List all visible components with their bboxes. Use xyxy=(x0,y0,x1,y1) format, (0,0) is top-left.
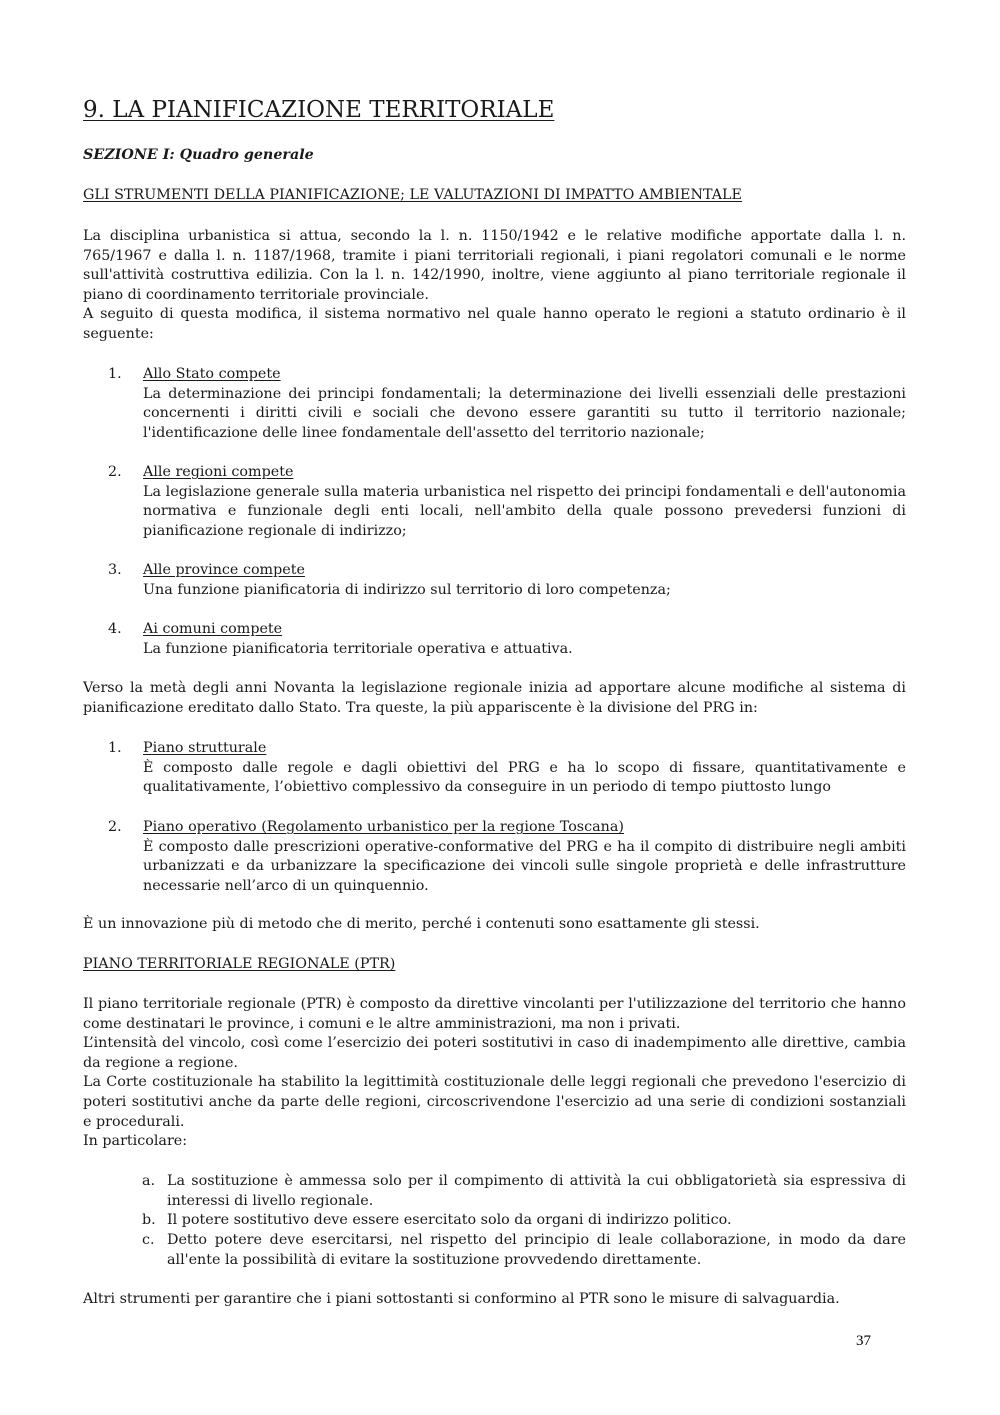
intro-paragraph: La disciplina urbanistica si attua, secondo la l. n. 1150/1942 e le relative modifiche apportate dalla l. n. 765/1967 e dalla l. n. 1187/1968, tramite i piani territoriali regionali, i piani regolatori comunali e le norme sull'attività costruttiva edilizia. Con la l. n. 142/1990, inoltre, viene aggiunto al piano territoriale regionale il piano di coordinamento territoriale provinciale. xyxy=(83,228,906,303)
list-letter: b. xyxy=(142,1212,156,1228)
list-number: 1. xyxy=(108,366,122,382)
body-text: Verso la metà degli anni Novanta la legislazione regionale inizia ad apportare alcune modifiche al sistema di pianificazione ereditato dallo Stato. Tra queste, la più appariscente è la divisione del PRG in: xyxy=(83,680,906,716)
list-number: 1. xyxy=(108,740,122,756)
alpha-list-item xyxy=(83,1231,906,1270)
list-item-text: La sostituzione è ammessa solo per il compimento di attività la cui obbligatorietà sia espressiva di interessi di livello regionale. xyxy=(167,1173,906,1209)
list-letter: a. xyxy=(142,1173,156,1189)
list-item xyxy=(83,561,906,600)
list-item-text: È composto dalle regole e dagli obiettivi del PRG e ha lo scopo di fissare, quantitativamente e qualitativamente, l’obiettivo complessivo da conseguire in un periodo di tempo piuttosto lungo xyxy=(143,759,906,796)
list-item-title: Piano operativo (Regolamento urbanistico per la regione Toscana) xyxy=(143,819,624,835)
list-item-title: Piano strutturale xyxy=(143,740,267,756)
body-text: Altri strumenti per garantire che i piani sottostanti si conformino al PTR sono le misure di salvaguardia. xyxy=(83,1291,840,1307)
ptr-paragraph: In particolare: xyxy=(83,1133,188,1150)
list-item-text: Una funzione pianificatoria di indirizzo sul territorio di loro competenza; xyxy=(143,581,671,598)
list-number: 2. xyxy=(108,819,122,835)
list-number: 4. xyxy=(108,621,122,637)
novanta-paragraph xyxy=(83,679,906,718)
ptr-paragraph: Il piano territoriale regionale (PTR) è composto da direttive vincolanti per l'utilizzazione del territorio che hanno come destinatari le province, i comuni e le altre amministrazioni, ma non i privati. xyxy=(83,996,906,1032)
chapter-title: 9. LA PIANIFICAZIONE TERRITORIALE xyxy=(83,97,555,123)
heading-ptr: PIANO TERRITORIALE REGIONALE (PTR) xyxy=(83,956,396,972)
list-item-title: Alle regioni compete xyxy=(143,464,294,480)
list-item-text: È composto dalle prescrizioni operative-conformative del PRG e ha il compito di distribuire negli ambiti urbanizzati e da urbanizzare la specificazione dei vincoli sulle singole proprietà e delle infrastrutture necessarie nell’arco di un quinquennio. xyxy=(143,838,906,894)
ptr-paragraph: L’intensità del vincolo, così come l’esercizio dei poteri sostitutivi in caso di inadempimento alle direttive, cambia da regione a regione. xyxy=(83,1035,906,1071)
list-item xyxy=(83,620,906,659)
section-label: SEZIONE I: Quadro generale xyxy=(83,147,314,163)
list-item-title: Allo Stato compete xyxy=(143,366,281,382)
list-item-text: Detto potere deve esercitarsi, nel rispetto del principio di leale collaborazione, in modo da dare all'ente la possibilità di evitare la sostituzione provvedendo direttamente. xyxy=(167,1232,906,1268)
ptr-paragraph: La Corte costituzionale ha stabilito la legittimità costituzionale delle leggi regionali che prevedono l'esercizio di poteri sostitutivi anche da parte delle regioni, circoscrivendone l'esercizio ad una serie di condizioni sostanziali e procedurali. xyxy=(83,1074,906,1130)
list-item xyxy=(83,365,906,443)
page-number: 37 xyxy=(856,1333,871,1349)
list-item-text: La determinazione dei principi fondamentali; la determinazione dei livelli essenziali delle prestazioni concernenti i diritti civili e sociali che devono essere garantiti su tutto il territorio nazionale; l'identificazione delle linee fondamentale dell'assetto del territorio nazionale; xyxy=(143,385,906,441)
body-text: È un innovazione più di metodo che di merito, perché i contenuti sono esattamente gli stessi. xyxy=(83,916,760,932)
list-item xyxy=(83,463,906,541)
heading-strumenti: GLI STRUMENTI DELLA PIANIFICAZIONE; LE VALUTAZIONI DI IMPATTO AMBIENTALE xyxy=(83,187,742,203)
innovazione-paragraph xyxy=(83,915,906,935)
closing-paragraph xyxy=(83,1290,906,1310)
list-item-text: La funzione pianificatoria territoriale operativa e attuativa. xyxy=(143,640,573,657)
alpha-list-item xyxy=(83,1211,906,1231)
alpha-list-item xyxy=(83,1172,906,1211)
list-number: 2. xyxy=(108,464,122,480)
intro-paragraph: A seguito di questa modifica, il sistema normativo nel quale hanno operato le regioni a statuto ordinario è il seguente: xyxy=(83,306,906,342)
intro-block xyxy=(83,227,906,345)
list-item-title: Ai comuni compete xyxy=(143,621,283,637)
list-item xyxy=(83,818,906,896)
list-letter: c. xyxy=(142,1232,155,1248)
ptr-block xyxy=(83,995,906,1152)
list-item-text: Il potere sostitutivo deve essere esercitato solo da organi di indirizzo politico. xyxy=(167,1212,732,1228)
list-item-text: La legislazione generale sulla materia urbanistica nel rispetto dei principi fondamentali e dell'autonomia normativa e funzionale degli enti locali, nell'ambito della quale possono prevedersi funzioni di pianificazione regionale di indirizzo; xyxy=(143,483,906,539)
list-item-title: Alle province compete xyxy=(143,562,305,578)
list-item xyxy=(83,739,906,798)
list-number: 3. xyxy=(108,562,122,578)
